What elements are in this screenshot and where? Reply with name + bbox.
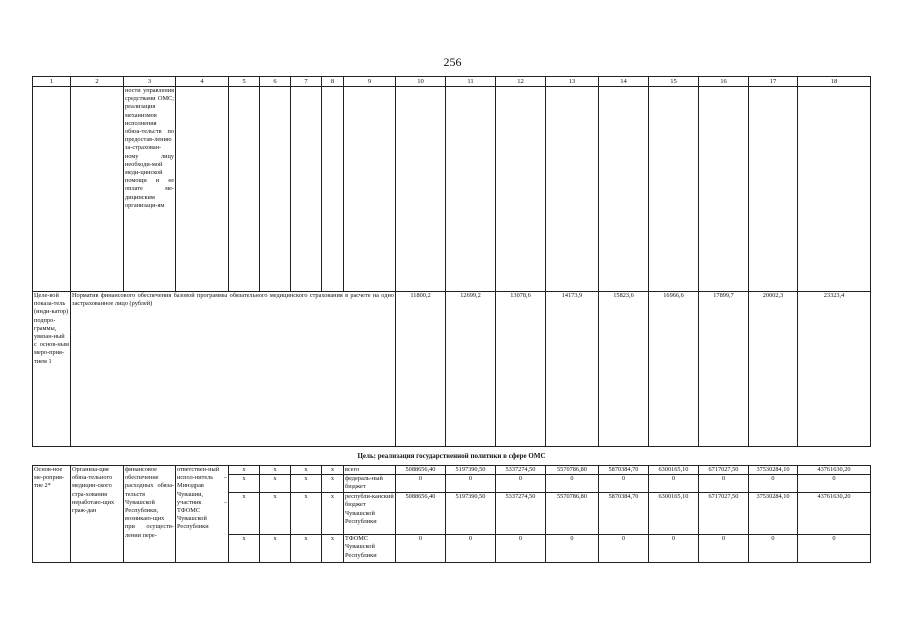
value-cell: 6717027,50 [699,466,749,475]
value-cell: 43761630,20 [798,493,871,535]
col-header: 18 [798,77,871,87]
code-cell: х [291,535,322,563]
col-header: 8 [322,77,344,87]
value-cell: 16966,6 [649,292,699,447]
page-number: 256 [443,55,462,69]
goal-heading: Цель: реализация государственной политики в сфере ОМС [33,447,871,466]
value-cell: 5197390,50 [446,493,496,535]
column-number-row [33,77,871,87]
responsible-cell: ответствен-ный испол-нитель – Минздрав Чувашии, участник – ТФОМС Чувашской Республики [176,466,229,563]
value-cell: 11800,2 [396,292,446,447]
code-cell: х [229,466,260,475]
col-header: 14 [599,77,649,87]
code-cell: х [322,535,344,563]
value-cell: 0 [649,475,699,493]
value-cell: 5870384,70 [599,466,649,475]
funding-source: республи-канский бюджет Чувашской Республики [344,493,396,535]
code-cell: х [322,466,344,475]
value-cell: 5570786,80 [546,466,599,475]
code-cell: х [260,535,291,563]
task-continuation-cell: ности управления средствами ОМС; реализация механизмов исполнения обяза-тельств по предостав-лению за-страхован-ному лицу необходи-мой меди-цинской помощи и ее оплате ме-дицинским организаци-ям [124,87,176,292]
col-header: 13 [546,77,599,87]
program-table [32,76,871,563]
indicator-label-cell: Целе-вой показа-тель (инди-катор) подпро-граммы, увязан-ный с основ-ным меро-прия-тием 1 [33,292,71,447]
activity-label-cell: Основ-ное ме-роприя-тие 2* [33,466,71,563]
activity-name-cell: Организа-ция обяза-тельного медицин-ского стра-хования неработаю-щих граж-дан [71,466,124,563]
value-cell: 5088656,40 [396,493,446,535]
value-cell: 5197390,50 [446,466,496,475]
value-cell: 0 [798,475,871,493]
value-cell: 0 [496,535,546,563]
value-cell: 0 [396,535,446,563]
value-cell: 0 [599,535,649,563]
funding-source: всего [344,466,396,475]
col-header: 12 [496,77,546,87]
value-cell: 13078,6 [496,292,546,447]
code-cell: х [229,475,260,493]
table-row [33,466,871,475]
col-header: 16 [699,77,749,87]
col-header: 1 [33,77,71,87]
table-row [33,292,871,447]
col-header: 15 [649,77,699,87]
value-cell: 15823,6 [599,292,649,447]
activity-task-cell: финансовое обеспечение расходных обяза-тельств Чувашской Республики, возникаю-щих при осуществ-лении пере- [124,466,176,563]
value-cell: 0 [798,535,871,563]
funding-source: федераль-ный бюджет [344,475,396,493]
value-cell: 0 [396,475,446,493]
value-cell: 5570786,80 [546,493,599,535]
value-cell: 37530284,10 [749,466,798,475]
value-cell: 0 [699,475,749,493]
value-cell: 20002,3 [749,292,798,447]
indicator-description: Норматив финансового обеспечения базовой программы обязательного медицинского страхования в расчете на одно застрахованное лицо (рублей) [71,292,396,447]
col-header: 17 [749,77,798,87]
value-cell: 23323,4 [798,292,871,447]
col-header: 7 [291,77,322,87]
code-cell: х [229,493,260,535]
col-header: 6 [260,77,291,87]
value-cell: 14173,9 [546,292,599,447]
col-header: 10 [396,77,446,87]
value-cell: 5870384,70 [599,493,649,535]
goal-row [33,447,871,466]
col-header: 4 [176,77,229,87]
value-cell: 6300165,10 [649,493,699,535]
funding-source: ТФОМС Чувашской Республики [344,535,396,563]
code-cell: х [260,466,291,475]
value-cell: 0 [546,535,599,563]
col-header: 11 [446,77,496,87]
value-cell: 0 [599,475,649,493]
table-row [33,87,871,292]
code-cell: х [291,466,322,475]
code-cell: х [291,475,322,493]
value-cell: 5337274,50 [496,493,546,535]
value-cell: 17899,7 [699,292,749,447]
code-cell: х [260,475,291,493]
value-cell: 0 [649,535,699,563]
col-header: 3 [124,77,176,87]
value-cell: 43761630,20 [798,466,871,475]
code-cell: х [291,493,322,535]
value-cell: 0 [749,535,798,563]
value-cell: 0 [546,475,599,493]
value-cell: 37530284,10 [749,493,798,535]
col-header: 9 [344,77,396,87]
value-cell: 6717027,50 [699,493,749,535]
value-cell: 0 [496,475,546,493]
code-cell: х [260,493,291,535]
value-cell: 0 [749,475,798,493]
code-cell: х [322,493,344,535]
value-cell: 0 [446,475,496,493]
value-cell: 5337274,50 [496,466,546,475]
code-cell: х [322,475,344,493]
col-header: 2 [71,77,124,87]
value-cell: 6300165,10 [649,466,699,475]
value-cell: 0 [446,535,496,563]
value-cell: 12699,2 [446,292,496,447]
col-header: 5 [229,77,260,87]
value-cell: 0 [699,535,749,563]
code-cell: х [229,535,260,563]
value-cell: 5088656,40 [396,466,446,475]
